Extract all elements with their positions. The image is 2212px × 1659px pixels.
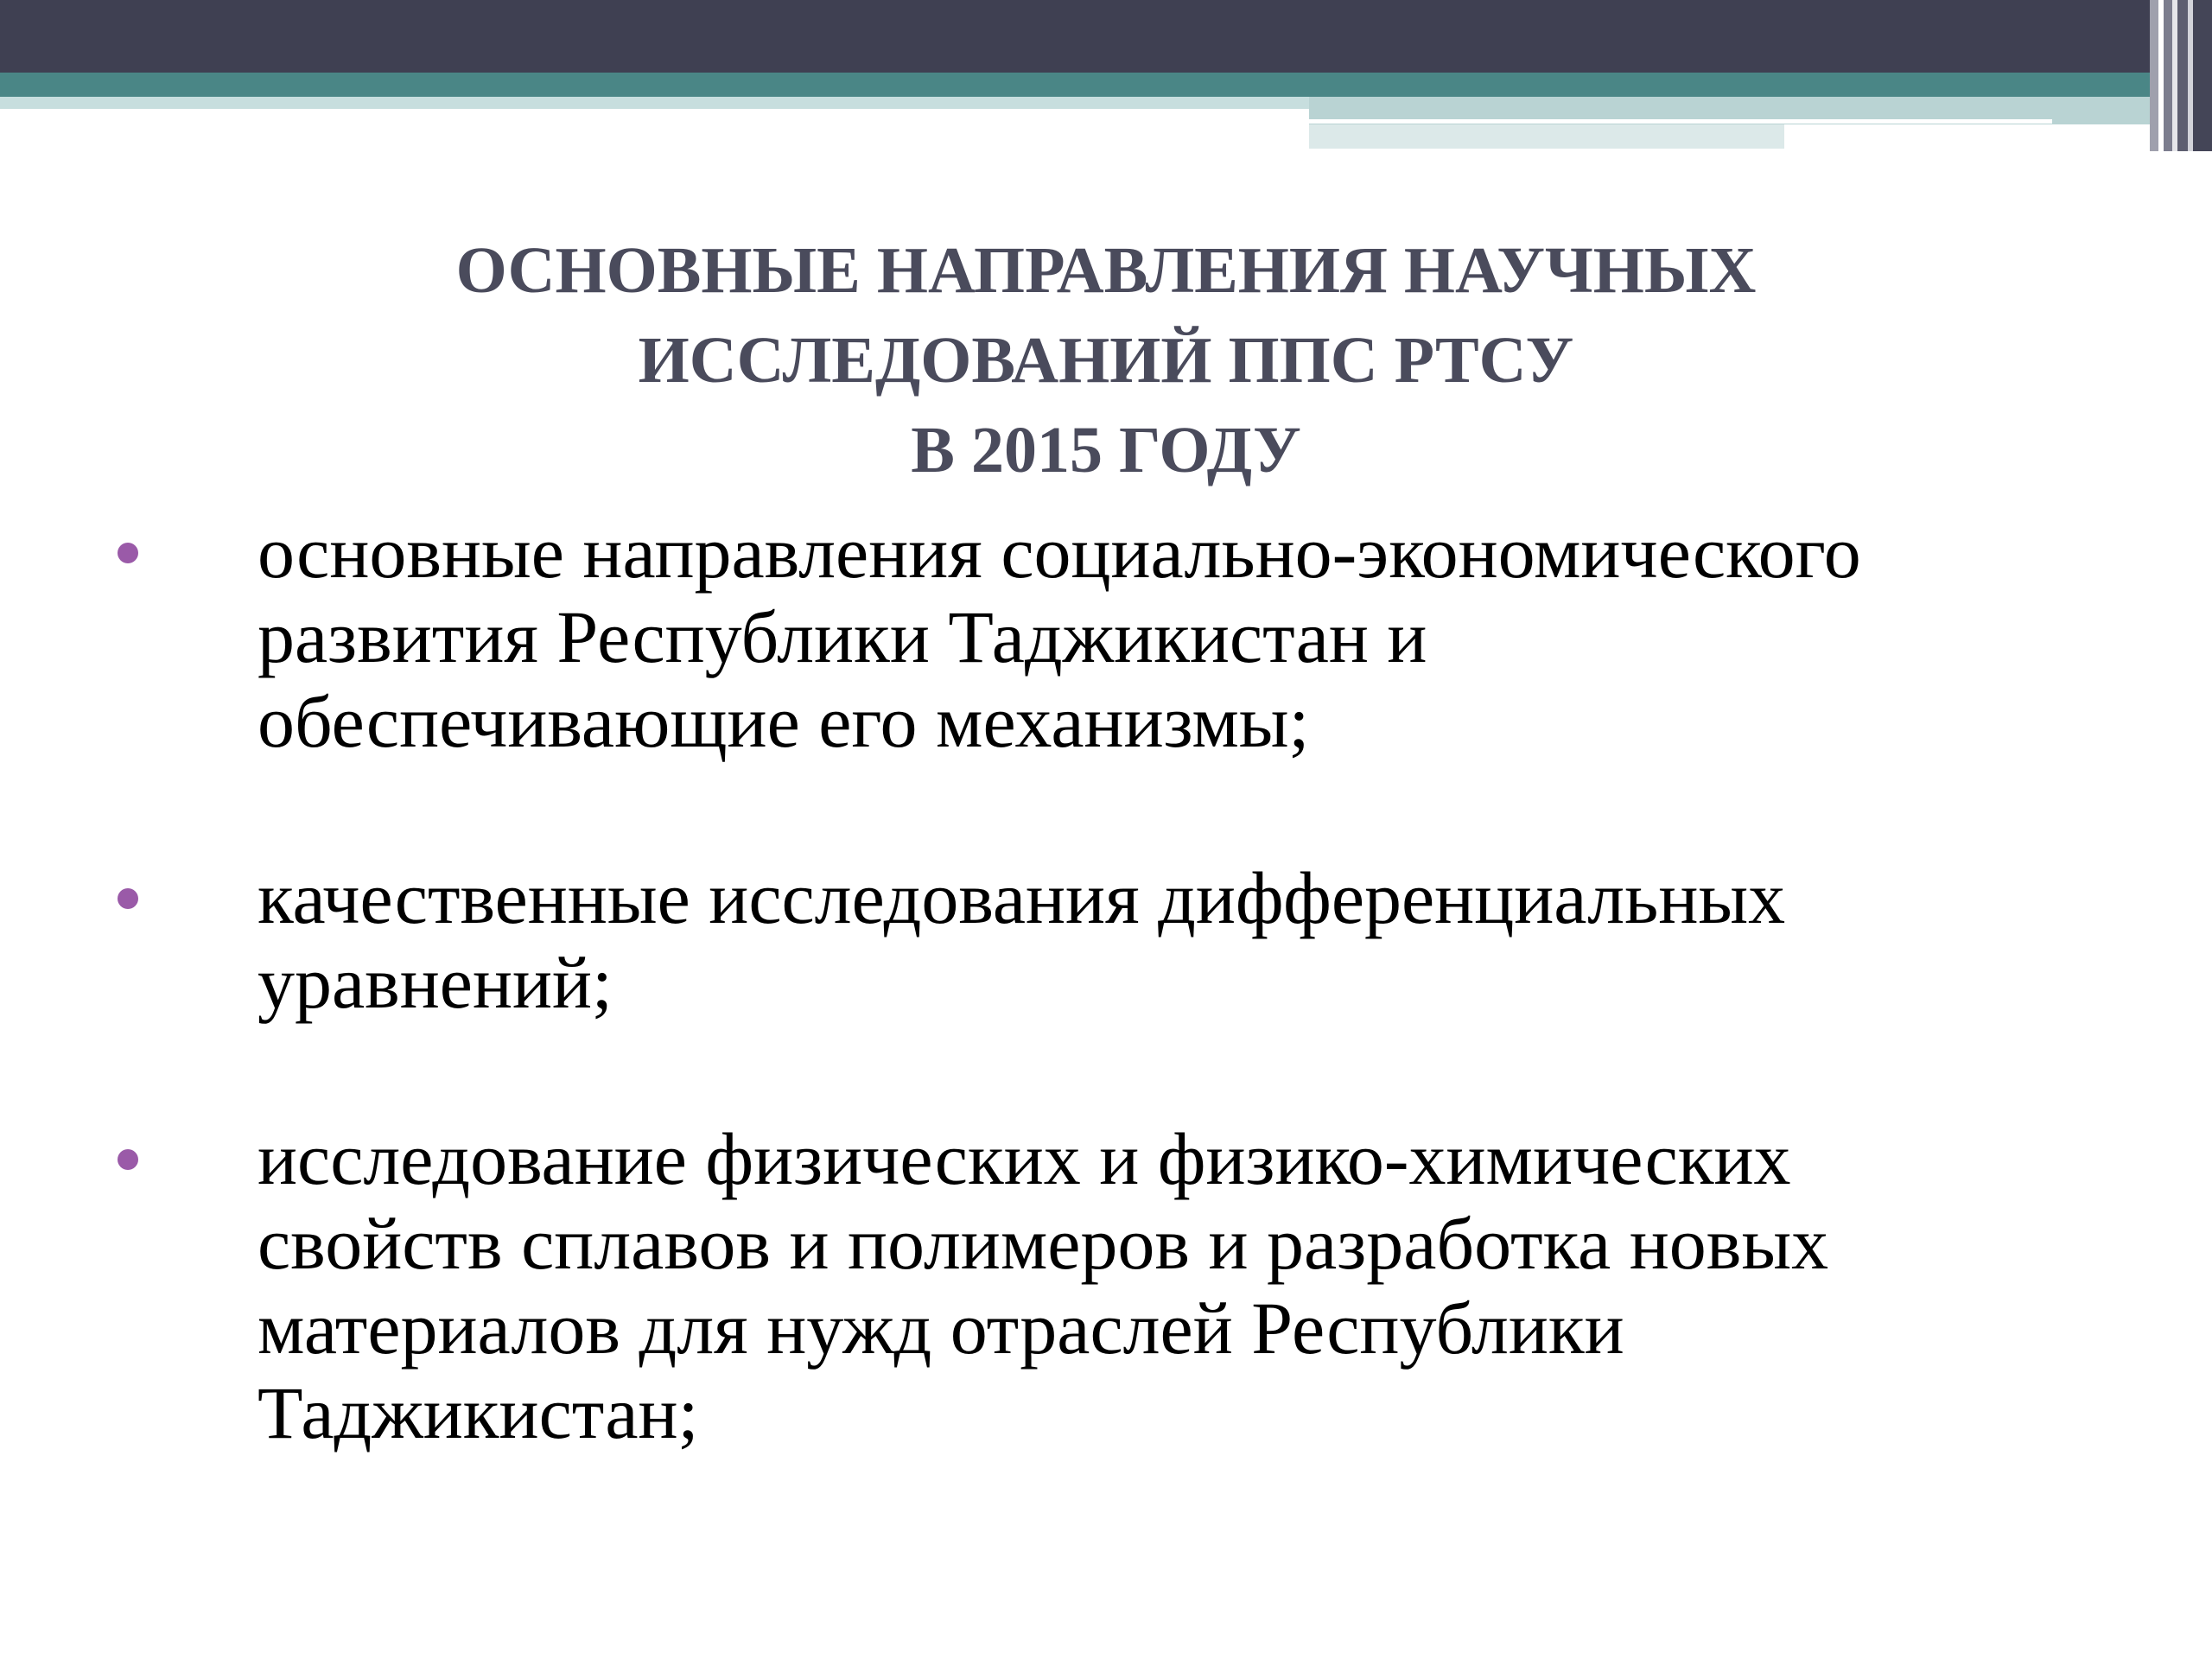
- stripe: [2164, 0, 2172, 151]
- bullet-text-line: Таджикистан;: [257, 1371, 699, 1454]
- stripe: [2177, 0, 2188, 151]
- bullet-text-line: свойств сплавов и полимеров и разработка новых: [257, 1202, 1829, 1285]
- header-bar-divider: [1309, 119, 2052, 124]
- stripe: [2150, 0, 2158, 151]
- bullet-text-line: качественные исследования дифференциальных: [257, 856, 1786, 939]
- bullet-text-line: основные направления социально-экономического: [257, 511, 1861, 594]
- bullet-dot-icon: [118, 888, 138, 909]
- header-bar-teal: [0, 73, 2212, 97]
- title-line: ИССЛЕДОВАНИЙ ППС РТСУ: [638, 323, 1574, 397]
- bullet-item: [0, 1116, 2212, 1455]
- header-bar-light-left: [0, 97, 1309, 109]
- bullet-text-line: обеспечивающие его механизмы;: [257, 680, 1310, 763]
- slide-title: [0, 226, 2212, 495]
- header-bar-light-right-lower: [1309, 124, 1784, 149]
- bullet-text-line: исследование физических и физико-химических: [257, 1117, 1791, 1200]
- bullet-item: [0, 855, 2212, 1025]
- bullet-dot-icon: [118, 543, 138, 563]
- bullet-item: [0, 510, 2212, 764]
- bullet-dot-icon: [118, 1149, 138, 1170]
- bullet-text-line: уравнений;: [257, 941, 613, 1024]
- bullet-text-line: развития Республики Таджикистан и: [257, 595, 1427, 678]
- stripe: [2193, 0, 2212, 151]
- bullet-text-line: материалов для нужд отраслей Республики: [257, 1287, 1624, 1370]
- corner-stripes: [2150, 0, 2212, 151]
- bullet-list: [0, 510, 2212, 1547]
- header-bar-dark: [0, 0, 2212, 73]
- title-line: В 2015 ГОДУ: [911, 413, 1301, 486]
- title-line: ОСНОВНЫЕ НАПРАВЛЕНИЯ НАУЧНЫХ: [455, 233, 1757, 307]
